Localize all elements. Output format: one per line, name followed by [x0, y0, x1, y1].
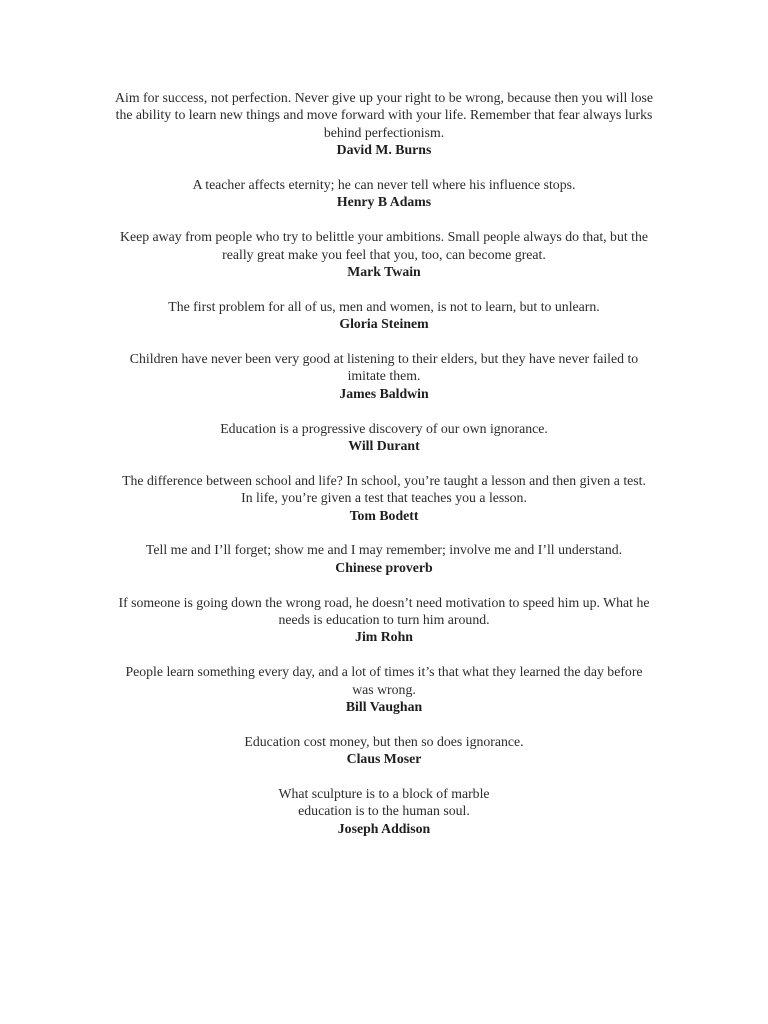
quote-author: Jim Rohn [355, 629, 413, 645]
quote-author: James Baldwin [339, 385, 429, 401]
quote-text: Education cost money, but then so does ignorance. [244, 733, 524, 749]
quote-block [84, 176, 684, 211]
quote-text: The first problem for all of us, men and women, is not to learn, but to unlearn. [168, 298, 600, 314]
quote-author: Mark Twain [347, 264, 421, 280]
quote-text: The difference between school and life? In school, you’re taught a lesson and then given a test. In life, you’re given a test that teaches you a lesson. [122, 472, 646, 506]
quote-text: A teacher affects eternity; he can never tell where his influence stops. [192, 177, 576, 193]
quote-block [84, 594, 684, 646]
quote-block [84, 350, 684, 402]
quote-author: Tom Bodett [349, 507, 419, 523]
quote-text: Tell me and I’ll forget; show me and I may remember; involve me and I’ll understand. [145, 542, 623, 558]
quote-text: Children have never been very good at listening to their elders, but they have never failed to imitate them. [129, 351, 639, 384]
quote-block [84, 228, 684, 280]
quote-author: Bill Vaughan [345, 699, 423, 715]
quote-block [84, 420, 684, 455]
quote-block [84, 785, 684, 837]
quote-author: Gloria Steinem [339, 316, 429, 332]
quote-text: Keep away from people who try to belittle your ambitions. Small people always do that, but the really great make you feel that you, too, can become great. [120, 229, 648, 262]
quote-text: Education is a progressive discovery of our own ignorance. [220, 420, 548, 436]
quote-text: People learn something every day, and a lot of times it’s that what they learned the day before was wrong. [125, 664, 643, 697]
quote-author: Chinese proverb [335, 559, 433, 575]
quote-block [84, 663, 684, 715]
quote-text: Aim for success, not perfection. Never give up your right to be wrong, because then you will lose the ability to learn new things and move forward with your life. Remember that fear always lurks behind perfectionism. [115, 90, 653, 140]
quote-block [84, 733, 684, 768]
quote-author: Joseph Addison [337, 820, 431, 836]
quote-text: If someone is going down the wrong road, he doesn’t need motivation to speed him up. What he needs is education to turn him around. [118, 594, 650, 628]
quote-text: What sculpture is to a block of marble education is to the human soul. [278, 786, 490, 819]
quote-author: David M. Burns [336, 142, 432, 158]
quote-block [84, 472, 684, 524]
quote-author: Will Durant [348, 438, 420, 454]
quote-block [84, 298, 684, 333]
quote-author: Henry B Adams [336, 194, 432, 210]
quote-list [84, 89, 684, 855]
quote-author: Claus Moser [346, 751, 422, 767]
quote-block [84, 89, 684, 159]
quote-block [84, 541, 684, 576]
